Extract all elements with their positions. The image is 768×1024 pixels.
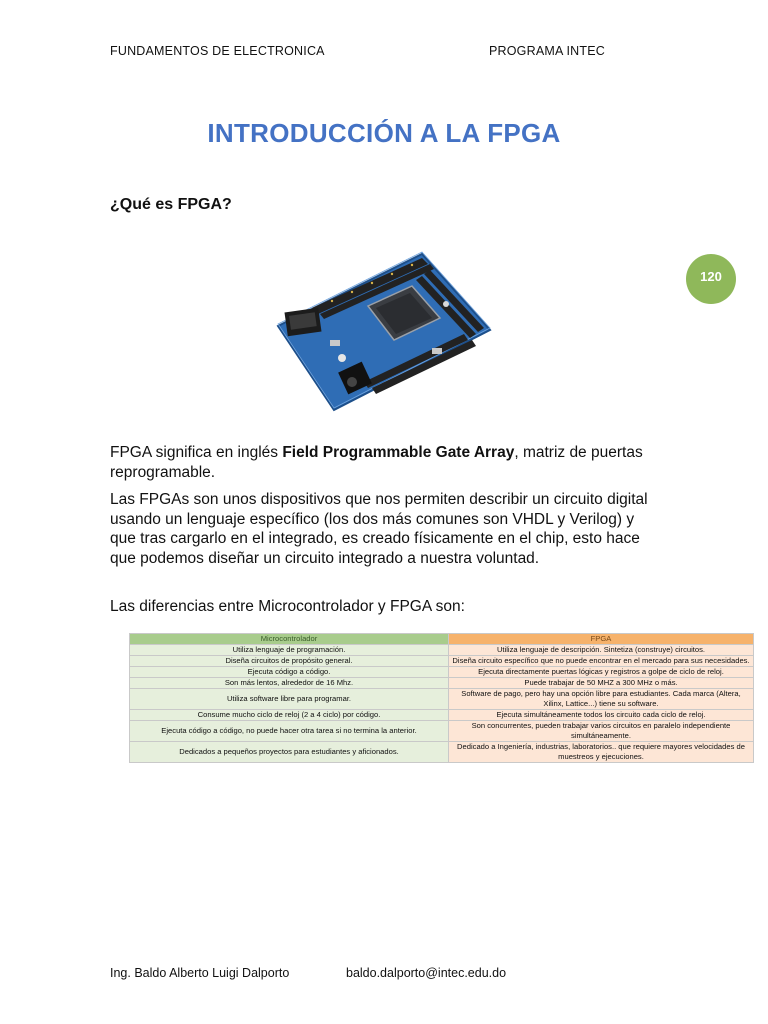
table-cell: Ejecuta código a código. — [130, 667, 449, 678]
comparison-table — [129, 633, 754, 763]
table-row — [130, 667, 754, 678]
header-course: FUNDAMENTOS DE ELECTRONICA — [110, 44, 325, 58]
definition-lead: FPGA significa en inglés — [110, 444, 283, 461]
table-row — [130, 678, 754, 689]
author-name: Ing. Baldo Alberto Luigi Dalporto — [110, 966, 290, 980]
table-row — [130, 645, 754, 656]
header-program: PROGRAMA INTEC — [489, 44, 606, 58]
table-cell: Diseña circuito específico que no puede encontrar en el mercado para sus necesidades. — [449, 656, 754, 667]
table-cell: Utiliza software libre para programar. — [130, 689, 449, 710]
page-number-badge: 120 — [686, 254, 736, 304]
author-email: baldo.dalporto@intec.edu.do — [346, 966, 507, 980]
table-cell: Ejecuta simultáneamente todos los circuito cada ciclo de reloj. — [449, 710, 754, 721]
table-row — [130, 742, 754, 763]
table-row — [130, 721, 754, 742]
table-cell: Dedicado a Ingeniería, industrias, laboratorios.. que requiere mayores velocidades de muestreos y ejecuciones. — [449, 742, 754, 763]
table-cell: Utiliza lenguaje de descripción. Sintetiza (construye) circuitos. — [449, 645, 754, 656]
paragraph-definition — [110, 443, 650, 482]
table-row — [130, 689, 754, 710]
page-title: INTRODUCCIÓN A LA FPGA — [207, 118, 561, 148]
table-cell: Son más lentos, alrededor de 16 Mhz. — [130, 678, 449, 689]
column-header-microcontrolador: Microcontrolador — [130, 634, 449, 645]
page-header — [110, 44, 710, 62]
table-cell: Dedicados a pequeños proyectos para estudiantes y aficionados. — [130, 742, 449, 763]
table-cell: Ejecuta directamente puertas lógicas y registros a golpe de ciclo de reloj. — [449, 667, 754, 678]
table-cell: Ejecuta código a código, no puede hacer otra tarea si no termina la anterior. — [130, 721, 449, 742]
definition-term: Field Programmable Gate Array — [282, 444, 515, 461]
table-header-row — [130, 634, 754, 645]
table-cell: Diseña circuitos de propósito general. — [130, 656, 449, 667]
table-row — [130, 656, 754, 667]
table-cell: Son concurrentes, pueden trabajar varios circuitos en paralelo independiente simultáneamente. — [449, 721, 754, 742]
paragraph-description: Las FPGAs son unos dispositivos que nos permiten describir un circuito digital usando un lenguaje específico (los dos más comunes son VHDL y Verilog) y que tras cargarlo en el integrado, es creado físicamente en el chip, esto hace que podemos diseñar un circuito integrado a nuestra voluntad. — [110, 491, 648, 567]
definition-tail: , matriz de puertas reprogramable. — [110, 444, 643, 481]
table-cell: Consume mucho ciclo de reloj (2 a 4 ciclo) por código. — [130, 710, 449, 721]
table-cell: Software de pago, pero hay una opción libre para estudiantes. Cada marca (Altera, Xilinx, Lattice...) tiene su software. — [449, 689, 754, 710]
column-header-fpga: FPGA — [449, 634, 754, 645]
table-cell: Utiliza lenguaje de programación. — [130, 645, 449, 656]
paragraph-comparison-intro: Las diferencias entre Microcontrolador y FPGA son: — [110, 598, 465, 615]
table-cell: Puede trabajar de 50 MHZ a 300 MHz o más. — [449, 678, 754, 689]
section-heading: ¿Qué es FPGA? — [110, 196, 232, 213]
table-row — [130, 710, 754, 721]
fpga-board-image — [272, 248, 496, 418]
